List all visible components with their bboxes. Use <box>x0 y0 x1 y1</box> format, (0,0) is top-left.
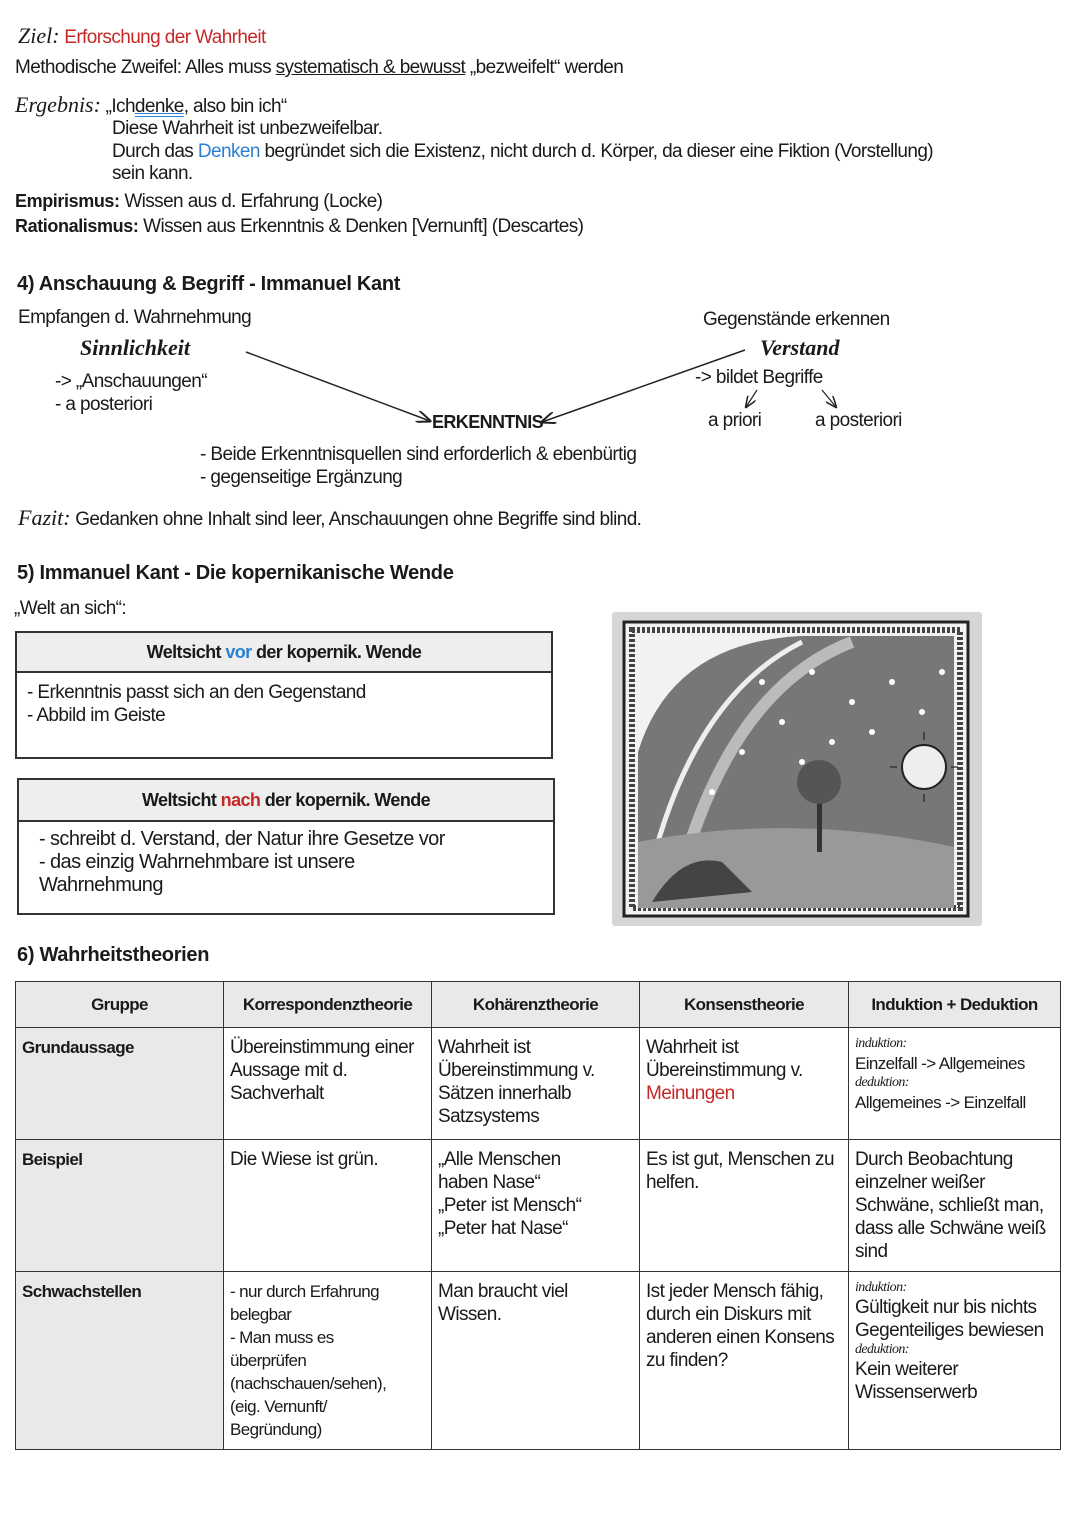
zweifel-underlined: systematisch & bewusst <box>275 57 466 78</box>
cell-highlight: Meinungen <box>646 1083 735 1104</box>
zweifel-pre: Alles muss <box>185 57 271 78</box>
table-header-row <box>16 982 1061 1028</box>
verstand-a-priori: a priori <box>708 410 762 431</box>
box2-line: Wahrnehmung <box>39 874 163 896</box>
cell-text: (nachschauen/sehen), <box>230 1374 387 1393</box>
wende-subheading: „Welt an sich“: <box>14 598 127 619</box>
table-row <box>16 1272 1061 1450</box>
box2-line: - das einzig Wahrnehmbare ist unsere <box>39 851 355 873</box>
induktion-label: induktion: <box>855 1036 907 1051</box>
table-row <box>16 1140 1061 1272</box>
kant-arrows <box>0 0 1080 460</box>
row-label: Beispiel <box>16 1140 224 1272</box>
kant-heading: 4) Anschauung & Begriff - Immanuel Kant <box>17 273 401 295</box>
box2-word: nach <box>220 789 261 810</box>
cell-text: überprüfen <box>230 1351 307 1370</box>
cell-text: Einzelfall -> Allgemeines <box>855 1054 1025 1073</box>
ergebnis-line2: Diese Wahrheit ist unbezweifelbar. <box>112 118 383 139</box>
cell-text: - Man muss es <box>230 1328 334 1347</box>
cell: Wahrheit ist Übereinstimmung v. Sätzen innerhalb Satzsystems <box>432 1028 640 1140</box>
row-label: Grundaussage <box>16 1028 224 1140</box>
quote-pre: „Ich <box>105 96 135 117</box>
deduktion-label: deduktion: <box>855 1342 909 1357</box>
box2-line: - schreibt d. Verstand, der Natur ihre Gesetze vor <box>39 828 445 850</box>
cell: Die Wiese ist grün. <box>224 1140 432 1272</box>
box1-pre: Weltsicht <box>146 641 221 662</box>
box-nach-wende <box>17 778 555 915</box>
cell-text: „Alle Menschen <box>438 1149 561 1170</box>
verstand-top: Gegenstände erkennen <box>703 309 890 330</box>
cell: Durch Beobachtung einzelner weißer Schwäne, schließt man, dass alle Schwäne weiß sind <box>849 1140 1061 1272</box>
erkenntnis-label: ERKENNTNIS <box>432 412 544 432</box>
sinnlichkeit-l2: - a posteriori <box>55 394 153 415</box>
cell-text: „Peter hat Nase“ <box>438 1218 568 1239</box>
box2-post: der kopernik. Wende <box>264 789 431 810</box>
cell <box>224 1272 432 1450</box>
arrow-verstand <box>542 350 745 422</box>
box-vor-header <box>17 633 551 673</box>
zweifel-label: Methodische Zweifel: <box>15 57 182 78</box>
kant-note2: - gegenseitige Ergänzung <box>200 467 403 488</box>
kant-note1: - Beide Erkenntnisquellen sind erforderlich & ebenbürtig <box>200 444 637 465</box>
cell-text: Wahrheit ist Übereinstimmung v. <box>646 1037 803 1081</box>
arrow-a-priori <box>746 390 757 407</box>
line3-word: Denken <box>197 141 260 162</box>
cell-text: Kein weiterer Wissenserwerb <box>855 1359 978 1403</box>
empirismus-text: Wissen aus d. Erfahrung (Locke) <box>124 191 383 212</box>
cell-text: Begründung) <box>230 1420 322 1439</box>
rationalismus-text: Wissen aus Erkenntnis & Denken [Vernunft] (Descartes) <box>143 216 584 237</box>
cell-text: belegbar <box>230 1305 292 1324</box>
cell-text: Gültigkeit nur bis nichts Gegenteiliges bewiesen <box>855 1297 1044 1341</box>
box-nach-header <box>19 780 553 822</box>
cell: Es ist gut, Menschen zu helfen. <box>640 1140 849 1272</box>
box1-line: - Abbild im Geiste <box>27 705 166 726</box>
box2-pre: Weltsicht <box>141 789 217 810</box>
cell: Ist jeder Mensch fähig, durch ein Diskurs mit anderen einen Konsens zu finden? <box>640 1272 849 1450</box>
empirismus-label: Empirismus: <box>15 191 120 211</box>
quote-post: , also bin ich“ <box>183 96 287 117</box>
cell <box>849 1272 1061 1450</box>
induktion-label: induktion: <box>855 1280 907 1295</box>
box-vor-wende <box>15 631 553 759</box>
header-gruppe: Gruppe <box>16 982 224 1028</box>
theories-table <box>15 981 1061 1450</box>
cell-text: Allgemeines -> Einzelfall <box>855 1093 1026 1112</box>
fazit-text: Gedanken ohne Inhalt sind leer, Anschauungen ohne Begriffe sind blind. <box>75 509 642 530</box>
line3-post: begründet sich die Existenz, nicht durch d. Körper, da dieser eine Fiktion (Vorstellung) <box>264 141 934 162</box>
box1-word: vor <box>225 641 252 662</box>
cell <box>849 1028 1061 1140</box>
cell: Übereinstimmung einer Aussage mit d. Sachverhalt <box>224 1028 432 1140</box>
verstand-a-posteriori: a posteriori <box>815 410 902 431</box>
verstand-title: Verstand <box>760 335 840 360</box>
row-label: Schwachstellen <box>16 1272 224 1450</box>
header-induktion-deduktion: Induktion + Deduktion <box>849 982 1061 1028</box>
header-korrespondenz: Korrespondenztheorie <box>224 982 432 1028</box>
theories-heading: 6) Wahrheitstheorien <box>17 944 210 966</box>
cell: Man braucht viel Wissen. <box>432 1272 640 1450</box>
engraving-illustration <box>612 612 982 926</box>
wende-heading: 5) Immanuel Kant - Die kopernikanische Wende <box>17 562 454 584</box>
box1-line: - Erkenntnis passt sich an den Gegenstand <box>27 682 366 703</box>
cell <box>640 1028 849 1140</box>
line3-pre: Durch das <box>112 141 194 162</box>
fazit-line <box>18 506 641 531</box>
ergebnis-label: Ergebnis: <box>15 92 101 117</box>
cell <box>432 1140 640 1272</box>
box1-post: der kopernik. Wende <box>256 641 422 662</box>
cell-text: haben Nase“ <box>438 1172 541 1193</box>
header-kohaerenz: Kohärenztheorie <box>432 982 640 1028</box>
quote-word: denke <box>134 96 184 117</box>
fazit-label: Fazit: <box>18 505 71 530</box>
cell-text: - nur durch Erfahrung <box>230 1282 379 1301</box>
verstand-l1: -> bildet Begriffe <box>695 367 823 388</box>
sinnlichkeit-l1: -> „Anschauungen“ <box>55 371 207 392</box>
header-konsens: Konsenstheorie <box>640 982 849 1028</box>
deduktion-label: deduktion: <box>855 1075 909 1090</box>
zweifel-post: „bezweifelt“ werden <box>469 57 624 78</box>
ziel-text: Erforschung der Wahrheit <box>64 27 266 48</box>
table-row <box>16 1028 1061 1140</box>
sinnlichkeit-top: Empfangen d. Wahrnehmung <box>18 307 252 328</box>
arrow-sinnlichkeit <box>246 352 430 421</box>
cell-text: „Peter ist Mensch“ <box>438 1195 582 1216</box>
arrow-a-posteriori <box>822 390 836 407</box>
rationalismus-label: Rationalismus: <box>15 216 139 236</box>
ergebnis-line4: sein kann. <box>112 163 193 184</box>
sinnlichkeit-title: Sinnlichkeit <box>80 335 191 360</box>
flammarion-engraving-image <box>612 612 982 926</box>
cell-text: (eig. Vernunft/ <box>230 1397 327 1416</box>
ziel-label: Ziel: <box>18 23 60 48</box>
